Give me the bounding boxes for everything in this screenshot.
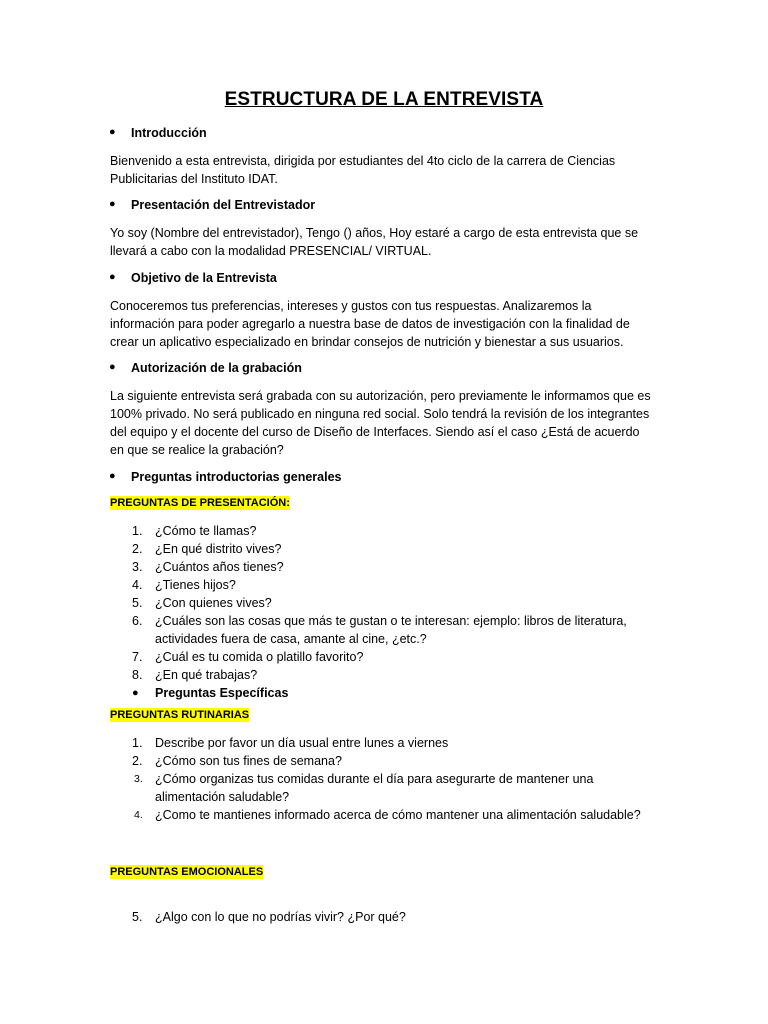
list-item: 1. Describe por favor un día usual entre lunes a viernes	[132, 736, 449, 750]
bullet-dot: ●	[109, 198, 116, 210]
highlight-text: PREGUNTAS DE PRESENTACIÓN:	[110, 497, 290, 509]
label-preguntas-rutinarias	[110, 709, 249, 721]
list-item: 6. ¿Cuáles son las cosas que más te gustan o te interesan: ejemplo: libros de literatura, actividades fuera de casa, amante al cine, ¿etc.?	[132, 614, 627, 646]
list-item: 3. ¿Cuántos años tienes?	[132, 560, 284, 574]
highlight-text: PREGUNTAS EMOCIONALES	[110, 866, 264, 878]
bullet-presentacion	[109, 198, 316, 212]
heading-introduccion: Introducción	[131, 126, 207, 140]
list-item: 7. ¿Cuál es tu comida o platillo favorito?	[132, 650, 364, 664]
label-preguntas-presentacion	[110, 497, 290, 509]
paragraph-introduccion: Bienvenido a esta entrevista, dirigida por estudiantes del 4to ciclo de la carrera de Ciencias Publicitarias del Instituto IDAT.	[110, 154, 616, 186]
heading-especificas: Preguntas Específicas	[155, 686, 289, 700]
bullet-dot: ●	[132, 687, 139, 699]
list-item: 2. ¿En qué distrito vives?	[132, 542, 282, 556]
list-item: 5. ¿Algo con lo que no podrías vivir? ¿Por qué?	[132, 910, 406, 924]
paragraph-autorizacion: La siguiente entrevista será grabada con su autorización, pero previamente le informamos que es 100% privado. No será publicado en ninguna red social. Solo tendrá la revisión de los integrantes del equipo y el docente del curso de Diseño de Interfaces. Siendo así el caso ¿Está de acuerdo en que se realice la grabación?	[110, 389, 651, 457]
bullet-dot: ●	[109, 126, 116, 138]
list-item: 8. ¿En qué trabajas?	[132, 668, 258, 682]
bullet-dot: ●	[109, 470, 116, 482]
heading-presentacion: Presentación del Entrevistador	[131, 198, 316, 212]
list-presentacion	[110, 522, 655, 702]
heading-autorizacion: Autorización de la grabación	[131, 361, 302, 375]
list-item: 4. ¿Como te mantienes informado acerca de cómo mantener una alimentación saludable?	[134, 808, 641, 822]
document-title: ESTRUCTURA DE LA ENTREVISTA	[224, 89, 544, 110]
bullet-introduccion	[109, 126, 207, 140]
bullet-objetivo	[109, 271, 277, 285]
label-preguntas-emocionales	[110, 866, 263, 878]
paragraph-objetivo: Conoceremos tus preferencias, intereses y gustos con tus respuestas. Analizaremos la información para poder agregarlo a nuestra base de datos de investigación con la finalidad de crear un aplicativo especializado en brindar consejos de nutrición y bienestar a sus usuarios.	[110, 299, 630, 349]
list-item: 5. ¿Con quienes vives?	[132, 596, 272, 610]
list-rutinarias	[110, 734, 655, 824]
highlight-text: PREGUNTAS RUTINARIAS	[110, 709, 250, 721]
list-item: 2. ¿Cómo son tus fines de semana?	[132, 754, 342, 768]
bullet-dot: ●	[109, 271, 116, 283]
bullet-generales	[109, 470, 342, 484]
list-item: 3. ¿Cómo organizas tus comidas durante el día para asegurarte de mantener una alimentación saludable?	[134, 772, 594, 804]
heading-objetivo: Objetivo de la Entrevista	[131, 271, 277, 285]
bullet-autorizacion	[109, 361, 302, 375]
heading-generales: Preguntas introductorias generales	[131, 470, 342, 484]
list-item-especificas	[110, 684, 655, 702]
list-item: 4. ¿Tienes hijos?	[132, 578, 236, 592]
list-emocionales	[110, 908, 655, 926]
list-item: 1. ¿Cómo te llamas?	[132, 524, 257, 538]
bullet-dot: ●	[109, 361, 116, 373]
paragraph-presentacion: Yo soy (Nombre del entrevistador), Tengo () años, Hoy estaré a cargo de esta entrevista que se llevará a cabo con la modalidad PRESENCIAL/ VIRTUAL.	[110, 226, 639, 258]
